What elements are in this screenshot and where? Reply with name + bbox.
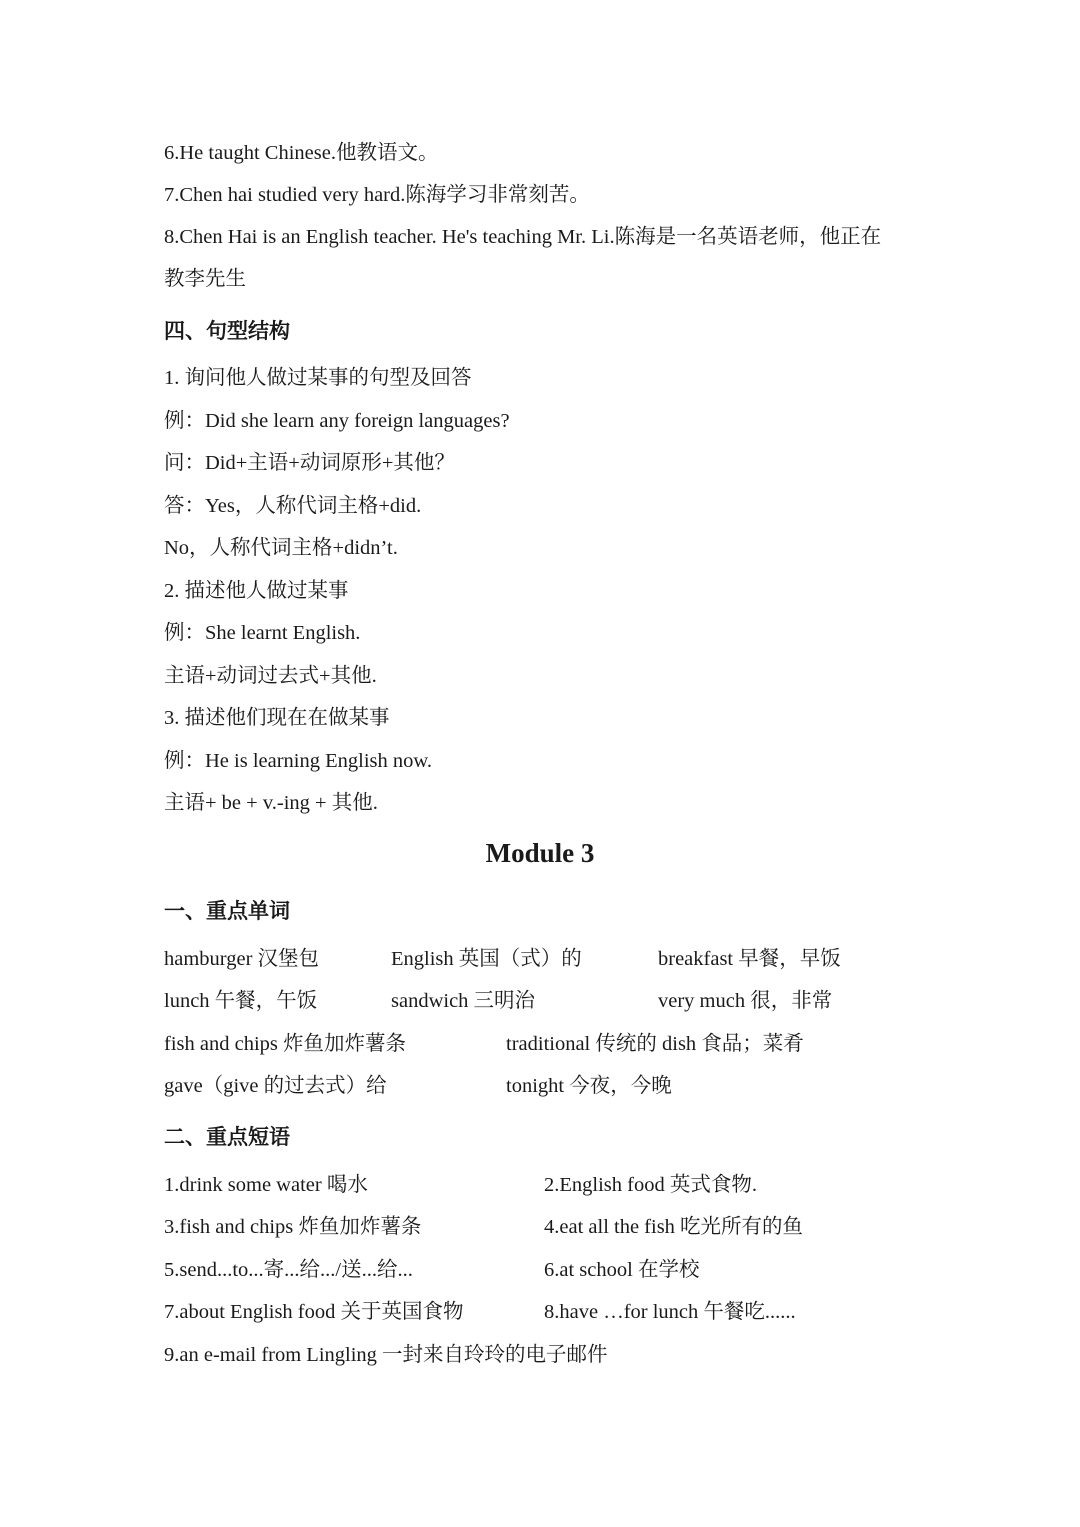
structure-line: 答：Yes，人称代词主格+did. bbox=[164, 495, 422, 517]
structure-line: 主语+动词过去式+其他. bbox=[164, 665, 377, 687]
phrase-item: 5.send...to...寄...给.../送...给... bbox=[164, 1259, 413, 1281]
vocab-item: breakfast 早餐，早饭 bbox=[658, 948, 841, 970]
structure-line: 1. 询问他人做过某事的句型及回答 bbox=[164, 367, 472, 389]
sentence-6: 6.He taught Chinese.他教语文。 bbox=[164, 142, 439, 164]
phrase-item: 8.have …for lunch 午餐吃...... bbox=[544, 1301, 796, 1323]
vocab-item: gave（give 的过去式）给 bbox=[164, 1075, 387, 1097]
vocab-item: tonight 今夜，今晚 bbox=[506, 1075, 672, 1097]
phrase-item: 4.eat all the fish 吃光所有的鱼 bbox=[544, 1216, 804, 1238]
structure-line: 3. 描述他们现在在做某事 bbox=[164, 707, 390, 729]
phrase-item: 3.fish and chips 炸鱼加炸薯条 bbox=[164, 1216, 422, 1238]
sentence-8-continued: 教李先生 bbox=[164, 268, 246, 290]
structure-line: 2. 描述他人做过某事 bbox=[164, 580, 349, 602]
vocab-item: very much 很，非常 bbox=[658, 990, 833, 1012]
module-title: Module 3 bbox=[485, 838, 595, 868]
structure-line: No，人称代词主格+didn’t. bbox=[164, 537, 398, 559]
structure-line: 例：Did she learn any foreign languages? bbox=[164, 410, 510, 432]
phrase-item: 7.about English food 关于英国食物 bbox=[164, 1301, 464, 1323]
structure-line: 主语+ be + v.-ing + 其他. bbox=[164, 792, 378, 814]
section-heading-key-phrases: 二、重点短语 bbox=[164, 1125, 290, 1149]
phrase-item: 9.an e-mail from Lingling 一封来自玲玲的电子邮件 bbox=[164, 1344, 608, 1366]
sentence-7: 7.Chen hai studied very hard.陈海学习非常刻苦。 bbox=[164, 184, 590, 206]
vocab-item: hamburger 汉堡包 bbox=[164, 948, 320, 970]
structure-line: 例：He is learning English now. bbox=[164, 750, 432, 772]
section-heading-key-words: 一、重点单词 bbox=[164, 899, 290, 923]
vocab-item: English 英国（式）的 bbox=[391, 948, 582, 970]
vocab-item: traditional 传统的 dish 食品；菜肴 bbox=[506, 1033, 804, 1055]
vocab-item: fish and chips 炸鱼加炸薯条 bbox=[164, 1033, 406, 1055]
structure-line: 例：She learnt English. bbox=[164, 622, 361, 644]
structure-line: 问：Did+主语+动词原形+其他？ bbox=[164, 452, 455, 474]
sentence-8: 8.Chen Hai is an English teacher. He's teaching Mr. Li.陈海是一名英语老师，他正在 bbox=[164, 226, 882, 248]
vocab-item: lunch 午餐，午饭 bbox=[164, 990, 318, 1012]
vocab-item: sandwich 三明治 bbox=[391, 990, 536, 1012]
section-heading-sentence-structure: 四、句型结构 bbox=[164, 319, 290, 343]
phrase-item: 1.drink some water 喝水 bbox=[164, 1174, 368, 1196]
phrase-item: 2.English food 英式食物. bbox=[544, 1174, 757, 1196]
phrase-item: 6.at school 在学校 bbox=[544, 1259, 700, 1281]
